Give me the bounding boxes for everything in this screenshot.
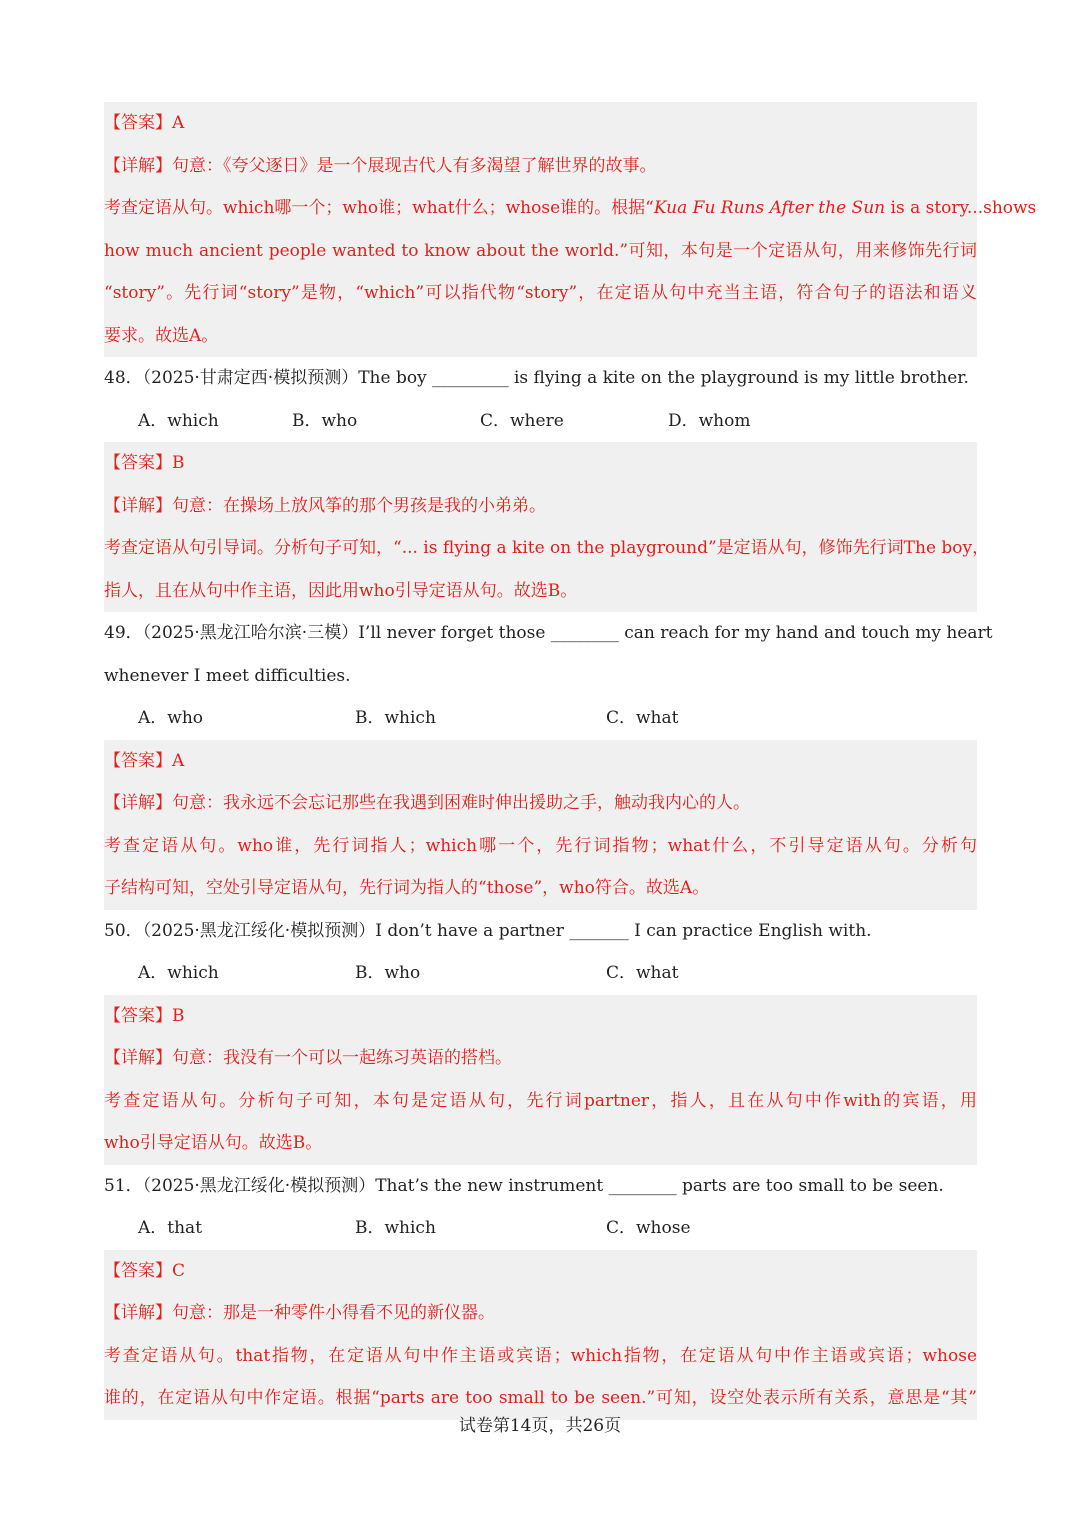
detail-tag: 【详解】 <box>104 793 172 813</box>
detail-line <box>104 145 977 188</box>
detail-tag: 【详解】 <box>104 1048 172 1068</box>
option-a: A．that <box>138 1218 203 1238</box>
detail-tag: 【详解】 <box>104 495 172 516</box>
option-b: B．who <box>292 410 358 431</box>
detail-tag: 【详解】 <box>104 1303 172 1323</box>
answer-box-50 <box>104 995 977 1165</box>
option-a: A．which <box>138 410 219 431</box>
translation-text: 句意：我没有一个可以一起练习英语的搭档。 <box>172 1048 512 1068</box>
analysis-line: “story”。先行词“story”是物，“which”可以指代物“story”，在定语从句中充当主语，符合句子的语法和语义 <box>104 283 977 303</box>
answer-value: B <box>172 453 185 473</box>
answer-line <box>104 442 977 485</box>
answer-value: A <box>172 750 185 771</box>
detail-line <box>104 1037 977 1080</box>
options-row-51 <box>104 1207 977 1250</box>
answer-line <box>104 1250 977 1293</box>
answer-box-48 <box>104 442 990 612</box>
answer-value: A <box>172 113 185 133</box>
analysis-line: 考查定语从句引导词。分析句子可知，“... is flying a kite on the playground”是定语从句，修饰先行词The boy， <box>104 538 990 558</box>
analysis-line: how much ancient people wanted to know about the world.”可知，本句是一个定语从句，用来修饰先行词 <box>104 240 977 261</box>
answer-value: C <box>172 1260 186 1281</box>
answer-value: B <box>172 1005 185 1026</box>
option-c: C．what <box>606 963 679 983</box>
answer-tag: 【答案】 <box>104 113 172 133</box>
analysis-line: 考查定语从句。that指物，在定语从句中作主语或宾语；which指物，在定语从句中作主语或宾语；whose <box>104 1345 977 1366</box>
options-row-50 <box>104 952 977 995</box>
option-b: B．which <box>355 1218 436 1238</box>
options-row-49 <box>104 697 977 740</box>
detail-line <box>104 485 977 528</box>
analysis-italic-title: Kua Fu Runs After the Sun <box>653 198 886 218</box>
question-stem-48: 48．（2025·甘肃定西·模拟预测）The boy _________ is flying a kite on the playground is my little brother. <box>104 368 969 388</box>
answer-line <box>104 740 977 783</box>
analysis-line: 考查定语从句。who谁，先行词指人；which哪一个，先行词指物；what什么，不引导定语从句。分析句 <box>104 835 977 856</box>
answer-tag: 【答案】 <box>104 1260 172 1281</box>
exam-page <box>104 102 1037 1420</box>
analysis-text: 考查定语从句。which哪一个；who谁；what什么；whose谁的。根据“ <box>104 198 654 218</box>
detail-tag: 【详解】 <box>104 155 172 176</box>
answer-box-51 <box>104 1250 977 1420</box>
translation-text: 句意：那是一种零件小得看不见的新仪器。 <box>172 1303 495 1323</box>
analysis-line: 谁的，在定语从句中作定语。根据“parts are too small to be seen.”可知，设空处表示所有关系，意思是“其” <box>104 1388 977 1408</box>
analysis-text: is a story...shows <box>885 198 1037 218</box>
answer-tag: 【答案】 <box>104 750 172 771</box>
analysis-line: 考查定语从句。分析句子可知，本句是定语从句，先行词partner，指人，且在从句中作with的宾语，用 <box>104 1090 977 1111</box>
answer-tag: 【答案】 <box>104 1005 172 1026</box>
translation-text: 句意：我永远不会忘记那些在我遇到困难时伸出援助之手，触动我内心的人。 <box>172 793 750 813</box>
option-d: D．whom <box>668 410 751 431</box>
option-b: B．which <box>355 708 436 728</box>
answer-line <box>104 102 977 145</box>
translation-text: 句意：在操场上放风筝的那个男孩是我的小弟弟。 <box>172 495 546 516</box>
analysis-line: 子结构可知，空处引导定语从句，先行词为指人的“those”，who符合。故选A。 <box>104 878 710 898</box>
question-stem-51: 51．（2025·黑龙江绥化·模拟预测）That’s the new instrument ________ parts are too small to be seen. <box>104 1175 944 1196</box>
question-stem-49-cont: whenever I meet difficulties. <box>104 665 351 686</box>
answer-line <box>104 995 977 1038</box>
analysis-line: 要求。故选A。 <box>104 325 219 346</box>
options-row-48 <box>104 400 977 443</box>
analysis-line <box>104 187 1037 230</box>
detail-line <box>104 1292 977 1335</box>
answer-box-47 <box>104 102 1037 357</box>
option-c: C．where <box>480 410 564 431</box>
option-a: A．who <box>138 708 204 728</box>
page-footer: 试卷第14页，共26页 <box>458 1416 622 1436</box>
answer-tag: 【答案】 <box>104 453 172 473</box>
option-b: B．who <box>355 963 421 983</box>
question-stem-50: 50．（2025·黑龙江绥化·模拟预测）I don’t have a partner _______ I can practice English with. <box>104 920 872 941</box>
answer-box-49 <box>104 740 977 910</box>
analysis-line: 指人，且在从句中作主语，因此用who引导定语从句。故选B。 <box>104 580 578 601</box>
analysis-line: who引导定语从句。故选B。 <box>104 1133 323 1153</box>
option-c: C．whose <box>606 1218 691 1238</box>
option-a: A．which <box>138 963 219 983</box>
option-c: C．what <box>606 708 679 728</box>
translation-text: 句意：《夸父逐日》是一个展现古代人有多渴望了解世界的故事。 <box>172 155 657 176</box>
question-stem-49: 49．（2025·黑龙江哈尔滨·三模）I’ll never forget those ________ can reach for my hand and touch my heart <box>104 623 993 643</box>
detail-line <box>104 782 977 825</box>
